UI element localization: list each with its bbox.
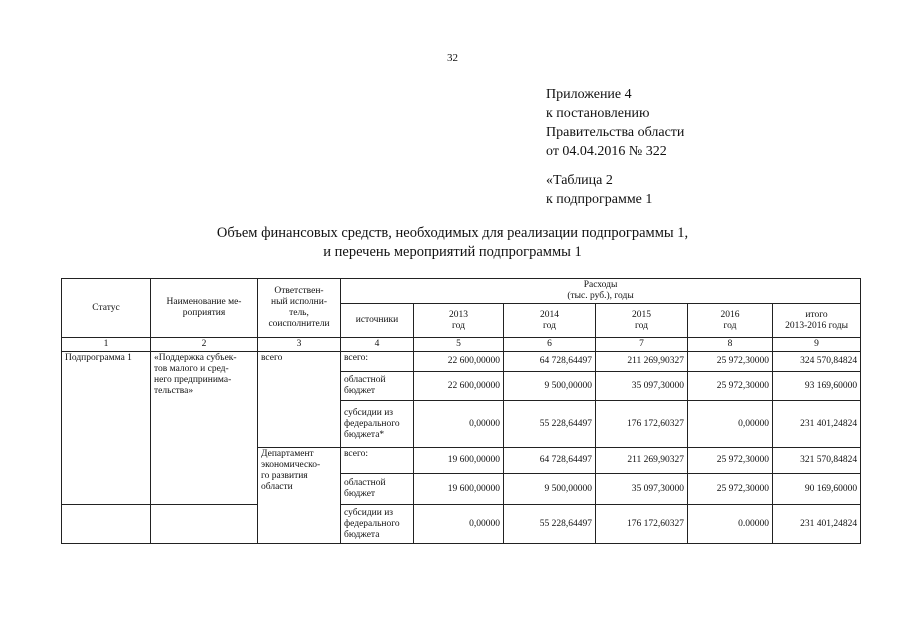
appendix-line: от 04.04.2016 № 322 <box>546 144 667 159</box>
value-2013: 0,00000 <box>414 505 504 544</box>
column-number: 2 <box>151 338 258 352</box>
title-line-1: Объем финансовых средств, необходимых для реализации подпрограммы 1, <box>216 225 689 241</box>
table-ref-line: к подпрограмме 1 <box>546 192 653 207</box>
source-cell: областной бюджет <box>341 474 414 505</box>
source-cell: субсидии из федерального бюджета <box>341 505 414 544</box>
header-total: итого 2013-2016 годы <box>773 304 861 338</box>
value-2013: 22 600,00000 <box>414 372 504 401</box>
value-2015: 176 172,60327 <box>596 505 688 544</box>
value-2013: 0,00000 <box>414 401 504 448</box>
value-2015: 211 269,90327 <box>596 448 688 474</box>
appendix-line: Приложение 4 <box>546 87 632 102</box>
title-line-2: и перечень мероприятий подпрограммы 1 <box>323 244 582 260</box>
header-sources: источники <box>341 304 414 338</box>
value-2016: 0,00000 <box>688 401 773 448</box>
value-2014: 64 728,64497 <box>504 448 596 474</box>
document-title <box>0 224 905 262</box>
header-2015: 2015 год <box>596 304 688 338</box>
value-2013: 22 600,00000 <box>414 352 504 372</box>
measure-name-cell: «Поддержка субъек- тов малого и сред- него предпринима- тельства» <box>151 352 258 505</box>
table-row <box>62 505 861 544</box>
value-total: 231 401,24824 <box>773 505 861 544</box>
value-2016: 25 972,30000 <box>688 372 773 401</box>
value-2015: 176 172,60327 <box>596 401 688 448</box>
table-ref-line: «Таблица 2 <box>546 173 613 188</box>
value-2013: 19 600,00000 <box>414 474 504 505</box>
value-2014: 9 500,00000 <box>504 474 596 505</box>
status-cell-empty <box>62 505 151 544</box>
column-number: 6 <box>504 338 596 352</box>
header-2014: 2014 год <box>504 304 596 338</box>
header-name: Наименование ме- роприятия <box>151 279 258 338</box>
value-2014: 55 228,64497 <box>504 401 596 448</box>
responsible-cell: Департамент экономическо- го развития области <box>258 448 341 544</box>
value-2016: 25 972,30000 <box>688 448 773 474</box>
header-expenses: Расходы (тыс. руб.), годы <box>341 279 861 304</box>
column-number: 5 <box>414 338 504 352</box>
value-2016: 25 972,30000 <box>688 474 773 505</box>
value-2015: 211 269,90327 <box>596 352 688 372</box>
value-2014: 64 728,64497 <box>504 352 596 372</box>
column-number: 9 <box>773 338 861 352</box>
value-total: 321 570,84824 <box>773 448 861 474</box>
appendix-line: Правительства области <box>546 125 685 140</box>
column-number: 1 <box>62 338 151 352</box>
column-number: 8 <box>688 338 773 352</box>
source-cell: всего: <box>341 448 414 474</box>
table-reference <box>546 171 652 209</box>
measure-name-cell-empty <box>151 505 258 544</box>
table-row <box>62 352 861 372</box>
value-2014: 55 228,64497 <box>504 505 596 544</box>
value-total: 231 401,24824 <box>773 401 861 448</box>
page-number: 32 <box>447 52 458 64</box>
responsible-cell: всего <box>258 352 341 448</box>
status-cell: Подпрограмма 1 <box>62 352 151 505</box>
appendix-header <box>546 85 684 161</box>
header-status: Статус <box>62 279 151 338</box>
value-2016: 25 972,30000 <box>688 352 773 372</box>
financing-table <box>61 278 861 544</box>
value-2015: 35 097,30000 <box>596 372 688 401</box>
source-cell: субсидии из федерального бюджета* <box>341 401 414 448</box>
value-2013: 19 600,00000 <box>414 448 504 474</box>
value-total: 93 169,60000 <box>773 372 861 401</box>
column-number: 4 <box>341 338 414 352</box>
source-cell: всего: <box>341 352 414 372</box>
value-2016: 0.00000 <box>688 505 773 544</box>
appendix-line: к постановлению <box>546 106 650 121</box>
source-cell: областной бюджет <box>341 372 414 401</box>
column-number: 7 <box>596 338 688 352</box>
header-responsible: Ответствен- ный исполни- тель, соисполнители <box>258 279 341 338</box>
column-number: 3 <box>258 338 341 352</box>
value-2014: 9 500,00000 <box>504 372 596 401</box>
value-total: 90 169,60000 <box>773 474 861 505</box>
value-2015: 35 097,30000 <box>596 474 688 505</box>
header-2016: 2016 год <box>688 304 773 338</box>
value-total: 324 570,84824 <box>773 352 861 372</box>
header-2013: 2013 год <box>414 304 504 338</box>
